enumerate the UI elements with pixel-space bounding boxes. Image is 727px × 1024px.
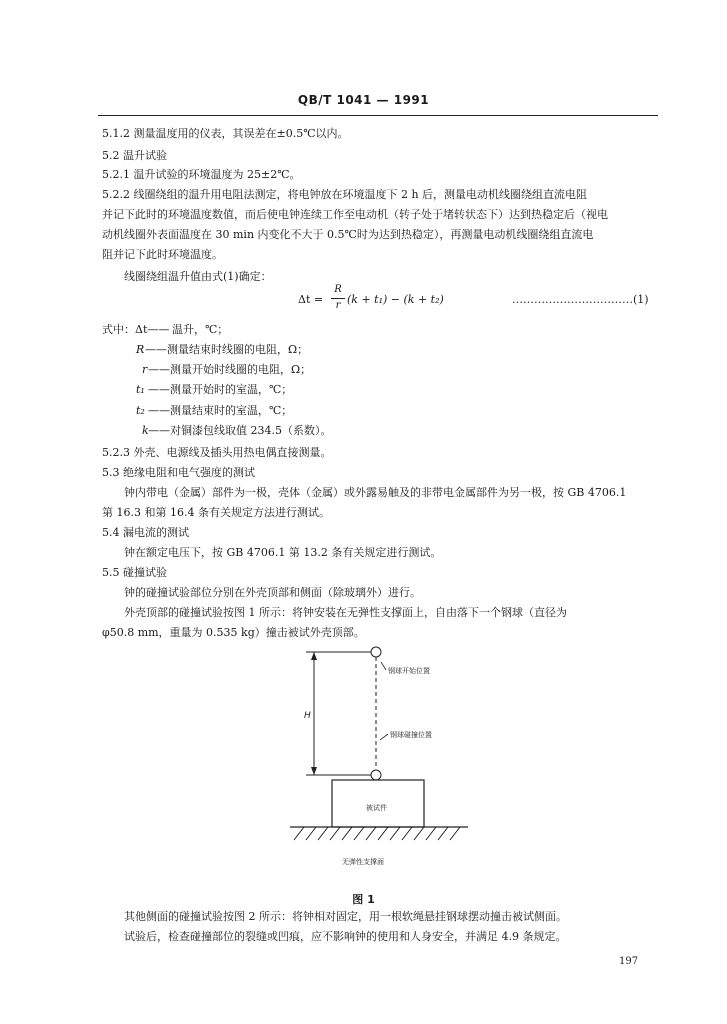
para-5-4: 钟在额定电压下，按 GB 4706.1 第 13.2 条有关规定进行测试。 — [124, 546, 442, 559]
where-R-desc: ——测量结束时线圈的电阻，Ω； — [145, 343, 309, 356]
para-5-2-2-line3: 动机线圈外表面温度在 30 min 内变化不大于 0.5℃时为达到热稳定），再测量电动机线圈绕组直流电 — [102, 228, 594, 241]
where-t1-symbol: t₁ — [136, 383, 145, 396]
label-ball-impact: 钢球碰撞位置 — [390, 731, 432, 739]
leader-start — [381, 662, 386, 670]
heading-5-3: 5.3 绝缘电阻和电气强度的测试 — [102, 466, 255, 479]
figure-1 — [268, 640, 488, 879]
para-5-5-line3: φ50.8 mm，重量为 0.535 kg）撞击被试外壳顶部。 — [102, 626, 365, 639]
para-5-2-3: 5.2.3 外壳、电源线及插头用热电偶直接测量。 — [102, 446, 332, 459]
para-after-test: 试验后，检查碰撞部位的裂缝或凹痕，应不影响钟的使用和人身安全，并满足 4.9 条规定。 — [124, 930, 567, 943]
steel-ball-start — [371, 647, 381, 657]
formula-equation-number: ……………………………(1) — [512, 293, 649, 306]
formula-denominator: r — [335, 300, 341, 311]
label-test-object: 被试件 — [366, 804, 387, 812]
label-ground: 无弹性支撑面 — [342, 858, 384, 866]
para-5-1-2: 5.1.2 测量温度用的仪表，其误差在±0.5℃以内。 — [102, 127, 349, 140]
where-t2-desc: ——测量结束时的室温，℃； — [148, 404, 293, 417]
para-5-5-line1: 钟的碰撞试验部位分别在外壳顶部和侧面（除玻璃外）进行。 — [124, 586, 421, 599]
figure-1-drawing — [268, 640, 488, 875]
formula-rhs: (k + t₁) − (k + t₂) — [347, 293, 444, 306]
label-ball-start: 钢球开始位置 — [388, 667, 430, 675]
para-5-5-line2: 外壳顶部的碰撞试验按图 1 所示：将钟安装在无弹性支撑面上，自由落下一个钢球（直径为 — [124, 606, 567, 619]
heading-5-4: 5.4 漏电流的测试 — [102, 526, 189, 539]
formula-numerator: R — [334, 284, 342, 295]
formula-lhs: Δt = — [298, 293, 324, 306]
para-5-2-1: 5.2.1 温升试验的环境温度为 25±2℃。 — [102, 168, 301, 181]
page-header: QB/T 1041 — 1991 — [297, 93, 430, 107]
formula-fraction-bar — [331, 298, 345, 299]
where-r-symbol: r — [142, 363, 148, 376]
where-dt-desc: 温升，℃； — [172, 323, 229, 336]
h-arrow-bottom — [311, 767, 317, 775]
para-5-2-2-line4: 阻并记下此时环境温度。 — [102, 248, 223, 261]
steel-ball-impact — [371, 770, 381, 780]
page-number: 197 — [619, 956, 639, 967]
figure-caption: 图 1 — [352, 893, 375, 906]
heading-5-2: 5.2 温升试验 — [102, 149, 167, 162]
where-t1-desc: ——测量开始时的室温，℃； — [148, 383, 293, 396]
formula-intro: 线圈绕组温升值由式(1)确定： — [124, 270, 272, 283]
heading-5-5: 5.5 碰撞试验 — [102, 566, 167, 579]
where-R-symbol: R — [136, 343, 145, 356]
para-5-3-line2: 第 16.3 和第 16.4 条有关规定方法进行测试。 — [102, 506, 330, 519]
where-k-symbol: k — [142, 424, 149, 437]
h-label: H — [304, 711, 311, 721]
para-5-3-line1: 钟内带电（金属）部件为一极，壳体（金属）或外露易触及的非带电金属部件为另一极，按 GB 4706.1 — [124, 486, 627, 499]
where-r-desc: ——测量开始时线圈的电阻，Ω； — [148, 363, 312, 376]
para-side-impact: 其他侧面的碰撞试验按图 2 所示：将钟相对固定，用一根软绳悬挂钢球摆动撞击被试侧面。 — [124, 910, 567, 923]
where-t2-symbol: t₂ — [136, 404, 145, 417]
header-rule — [98, 115, 658, 116]
where-intro: 式中：Δt—— — [102, 323, 170, 336]
para-5-2-2-line1: 5.2.2 线圈绕组的温升用电阻法测定，将电钟放在环境温度下 2 h 后，测量电动机线圈绕组直流电阻 — [102, 188, 588, 201]
leader-impact — [380, 734, 388, 740]
where-k-desc: ——对铜漆包线取值 234.5（系数）。 — [148, 424, 332, 437]
h-arrow-top — [311, 652, 317, 660]
para-5-2-2-line2: 并记下此时的环境温度数值，而后使电钟连续工作至电动机（转子处于堵转状态下）达到热稳定后（视电 — [102, 208, 608, 221]
ground-hatching — [294, 827, 460, 840]
